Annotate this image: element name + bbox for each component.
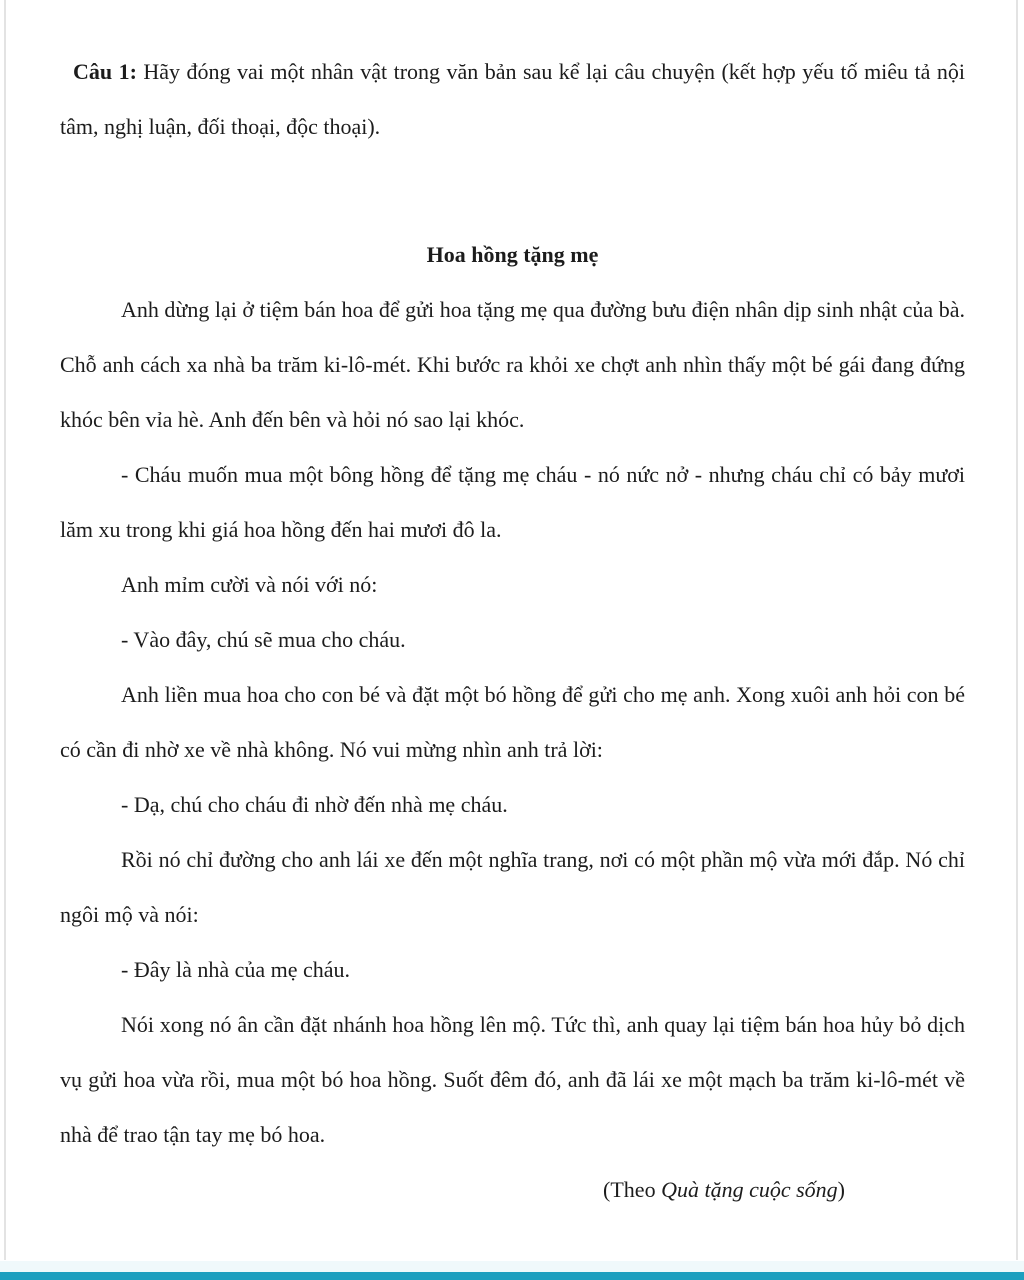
question-label: Câu 1: bbox=[73, 59, 137, 84]
story-paragraph: - Vào đây, chú sẽ mua cho cháu. bbox=[121, 627, 406, 652]
document-page bbox=[4, 0, 1018, 1260]
accent-bar bbox=[0, 1272, 1024, 1280]
story-paragraph: Anh liền mua hoa cho con bé và đặt một bó hồng để gửi cho mẹ anh. Xong xuôi anh hỏi con bé có cần đi nhờ xe về nhà không. Nó vui mừng nhìn anh trả lời: bbox=[60, 682, 965, 762]
attribution-prefix: (Theo bbox=[603, 1177, 662, 1202]
question-paragraph bbox=[60, 44, 965, 154]
document-content bbox=[60, 0, 965, 1217]
story-paragraph: Rồi nó chỉ đường cho anh lái xe đến một nghĩa trang, nơi có một phần mộ vừa mới đắp. Nó chỉ ngôi mộ và nói: bbox=[60, 847, 965, 927]
attribution-suffix: ) bbox=[837, 1177, 845, 1202]
story-title: Hoa hồng tặng mẹ bbox=[426, 242, 599, 267]
story-attribution bbox=[60, 1162, 965, 1217]
attribution-source: Quà tặng cuộc sống bbox=[661, 1177, 838, 1202]
story-paragraph: Nói xong nó ân cần đặt nhánh hoa hồng lên mộ. Tức thì, anh quay lại tiệm bán hoa hủy bỏ dịch vụ gửi hoa vừa rồi, mua một bó hoa hồng. Suốt đêm đó, anh đã lái xe một mạch ba trăm ki-lô-mét về nhà để trao tận tay mẹ bó hoa. bbox=[60, 1012, 965, 1147]
footer-strip bbox=[0, 1261, 1024, 1272]
story-paragraph: - Đây là nhà của mẹ cháu. bbox=[121, 957, 351, 982]
story-paragraph: Anh dừng lại ở tiệm bán hoa để gửi hoa tặng mẹ qua đường bưu điện nhân dịp sinh nhật của bà. Chỗ anh cách xa nhà ba trăm ki-lô-mét. Khi bước ra khỏi xe chợt anh nhìn thấy một bé gái đang đứng khóc bên vỉa hè. Anh đến bên và hỏi nó sao lại khóc. bbox=[60, 297, 965, 432]
story-paragraph: - Cháu muốn mua một bông hồng để tặng mẹ cháu - nó nức nở - nhưng cháu chỉ có bảy mươi lăm xu trong khi giá hoa hồng đến hai mươi đô la. bbox=[60, 462, 965, 542]
question-text: Hãy đóng vai một nhân vật trong văn bản sau kể lại câu chuyện (kết hợp yếu tố miêu tả nội tâm, nghị luận, đối thoại, độc thoại). bbox=[60, 59, 965, 139]
story-paragraph: - Dạ, chú cho cháu đi nhờ đến nhà mẹ cháu. bbox=[121, 792, 508, 817]
story-paragraph: Anh mỉm cười và nói với nó: bbox=[121, 572, 378, 597]
